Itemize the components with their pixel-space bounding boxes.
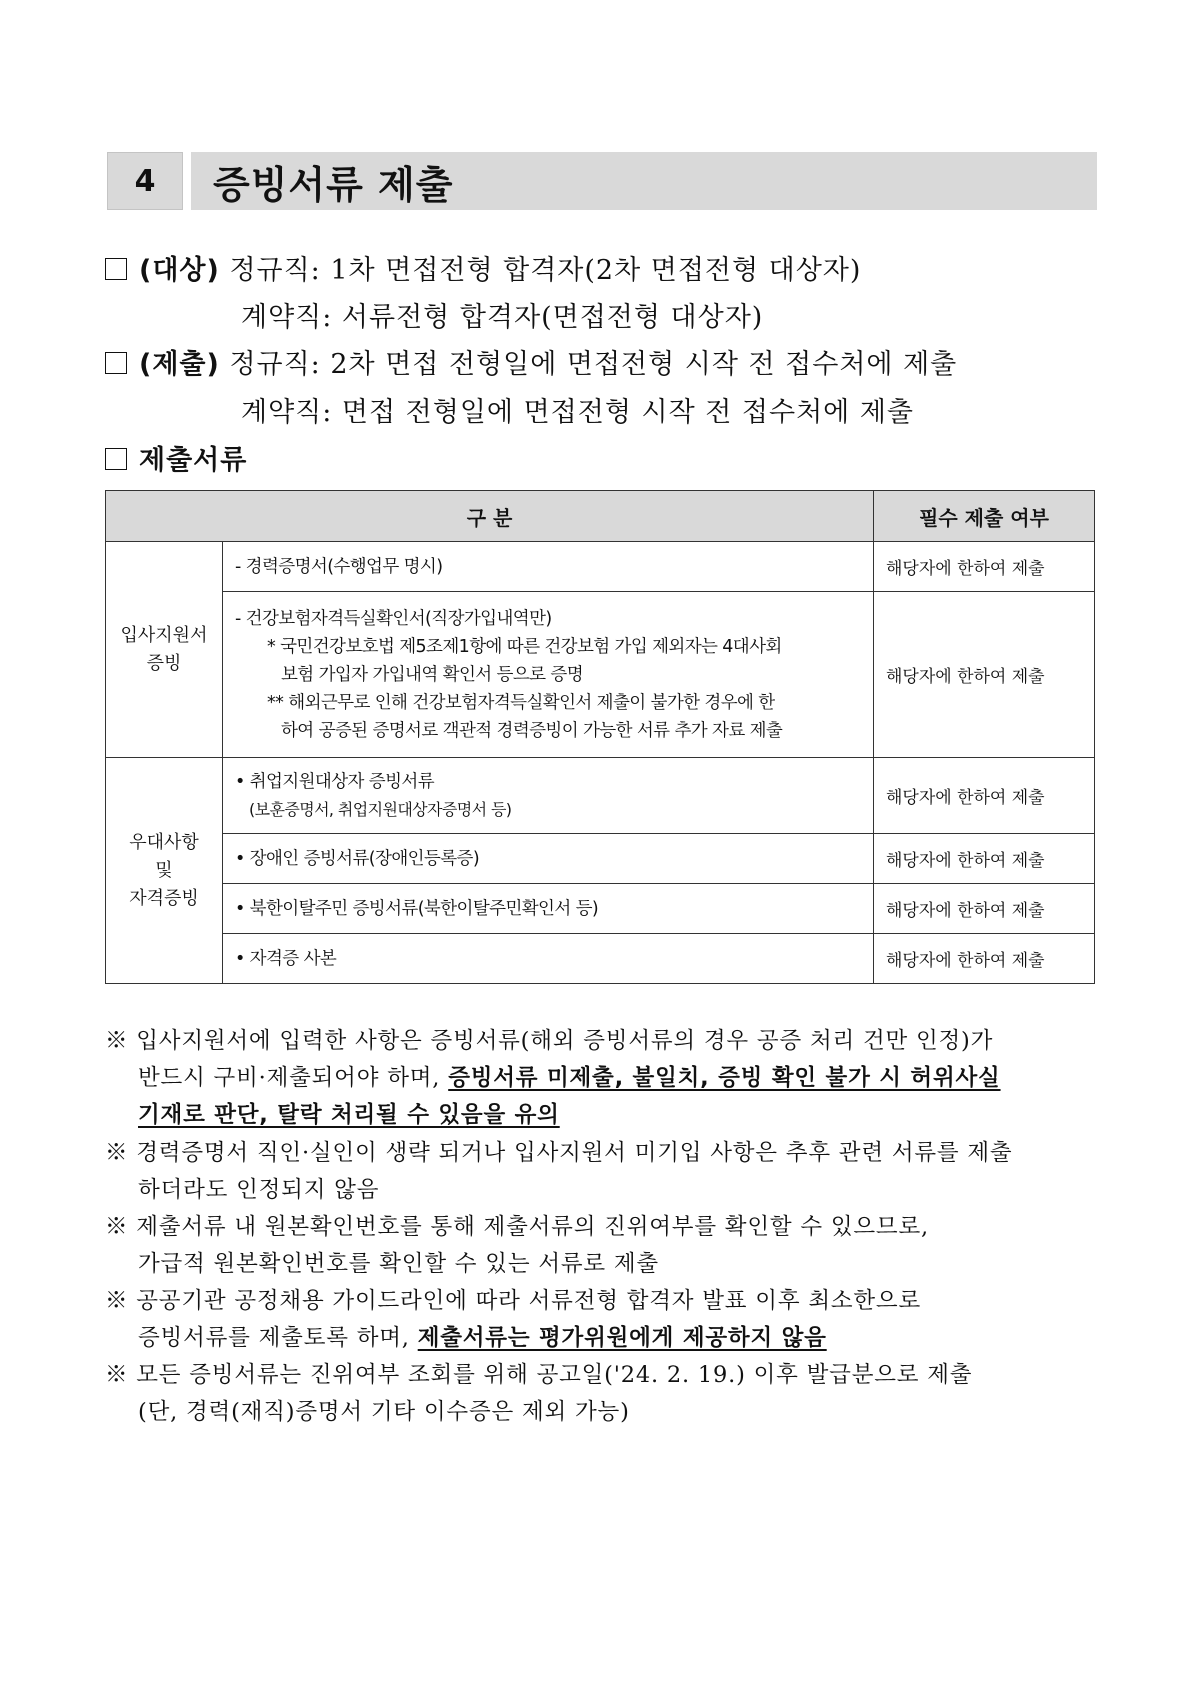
- section-title: 증빙서류 제출: [191, 152, 1097, 210]
- required-cell: 해당자에 한하여 제출: [874, 934, 1095, 984]
- documents-table: [105, 490, 1095, 984]
- submit-label: (제출): [139, 349, 220, 380]
- note-emphasis: 증빙서류 미제출, 불일치, 증빙 확인 불가 시 허위사실: [448, 1065, 1001, 1091]
- note-4-line1: ※ 공공기관 공정채용 가이드라인에 따라 서류전형 합격자 발표 이후 최소한으로: [105, 1288, 921, 1314]
- note-emphasis: 기재로 판단, 탈락 처리될 수 있음을 유의: [138, 1102, 560, 1128]
- target-item: [105, 248, 861, 287]
- target-line1: 정규직: 1차 면접전형 합격자(2차 면접전형 대상자): [229, 255, 862, 286]
- item-cell: [223, 834, 874, 884]
- note-1-line1: ※ 입사지원서에 입력한 사항은 증빙서류(해외 증빙서류의 경우 공증 처리 건만 인정)가: [105, 1028, 994, 1054]
- note-5-line1: ※ 모든 증빙서류는 진위여부 조회를 위해 공고일('24. 2. 19.) 이후 발급분으로 제출: [105, 1362, 973, 1388]
- note-text: 반드시 구비·제출되어야 하며,: [138, 1065, 449, 1091]
- required-cell: 해당자에 한하여 제출: [874, 834, 1095, 884]
- item-text: • 자격증 사본: [235, 948, 337, 969]
- category-text: 우대사항: [129, 831, 199, 853]
- item-cell: [223, 758, 874, 834]
- header-required: 필수 제출 여부: [874, 491, 1095, 542]
- item-text: • 취업지원대상자 증빙서류: [235, 771, 435, 792]
- item-text: - 경력증명서(수행업무 명시): [235, 556, 443, 577]
- category-text: 입사지원서: [120, 624, 208, 646]
- category-text: 증빙: [146, 652, 182, 674]
- item-text: - 건강보험자격득실확인서(직장가입내역만): [235, 608, 552, 629]
- docs-heading-item: [105, 438, 247, 477]
- table-row: [106, 884, 1095, 934]
- checkbox-square-icon: [105, 352, 127, 374]
- submit-item: [105, 342, 957, 381]
- checkbox-square-icon: [105, 258, 127, 280]
- required-cell: 해당자에 한하여 제출: [874, 884, 1095, 934]
- checkbox-square-icon: [105, 448, 127, 470]
- item-cell: [223, 884, 874, 934]
- note-5-line2: (단, 경력(재직)증명서 기타 이수증은 제외 가능): [138, 1399, 630, 1425]
- table-row: [106, 834, 1095, 884]
- note-1-line2: [138, 1060, 1001, 1092]
- item-text: • 북한이탈주민 증빙서류(북한이탈주민확인서 등): [235, 898, 599, 919]
- required-cell: 해당자에 한하여 제출: [874, 758, 1095, 834]
- note-text: 증빙서류를 제출토록 하며,: [138, 1325, 418, 1351]
- category-text: 및: [155, 859, 173, 881]
- required-cell: 해당자에 한하여 제출: [874, 542, 1095, 592]
- item-cell: [223, 934, 874, 984]
- target-label: (대상): [139, 255, 220, 286]
- item-note: ** 해외근무로 인해 건강보험자격득실확인서 제출이 불가한 경우에 한: [267, 692, 775, 713]
- required-cell: 해당자에 한하여 제출: [874, 592, 1095, 758]
- item-note: 하여 공증된 증명서로 객관적 경력증빙이 가능한 서류 추가 자료 제출: [281, 720, 783, 741]
- note-3-line2: 가급적 원본확인번호를 확인할 수 있는 서류로 제출: [138, 1251, 659, 1277]
- submit-line2: 계약직: 면접 전형일에 면접전형 시작 전 접수처에 제출: [241, 397, 914, 428]
- section-number: 4: [107, 152, 183, 210]
- target-line2: 계약직: 서류전형 합격자(면접전형 대상자): [241, 302, 764, 333]
- table-row: [106, 542, 1095, 592]
- item-cell: [223, 592, 874, 758]
- item-cell: [223, 542, 874, 592]
- note-3-line1: ※ 제출서류 내 원본확인번호를 통해 제출서류의 진위여부를 확인할 수 있으므로,: [105, 1214, 929, 1240]
- category-text: 자격증빙: [129, 887, 199, 909]
- table-row: [106, 758, 1095, 834]
- submit-line1: 정규직: 2차 면접 전형일에 면접전형 시작 전 접수처에 제출: [229, 349, 958, 380]
- note-4-line2: [138, 1320, 827, 1352]
- category-cell: [106, 758, 223, 984]
- note-1-line3: [138, 1097, 560, 1129]
- note-emphasis: 제출서류는 평가위원에게 제공하지 않음: [417, 1325, 827, 1351]
- item-subtext: (보훈증명서, 취업지원대상자증명서 등): [249, 799, 512, 819]
- header-category: 구 분: [106, 491, 874, 542]
- docs-heading: 제출서류: [139, 445, 248, 476]
- item-note: 보험 가입자 가입내역 확인서 등으로 증명: [281, 664, 583, 685]
- table-row: [106, 934, 1095, 984]
- note-2-line1: ※ 경력증명서 직인·실인이 생략 되거나 입사지원서 미기입 사항은 추후 관련 서류를 제출: [105, 1140, 1013, 1166]
- category-cell: [106, 542, 223, 758]
- item-text: • 장애인 증빙서류(장애인등록증): [235, 848, 480, 869]
- table-row: [106, 592, 1095, 758]
- item-note: * 국민건강보호법 제5조제1항에 따른 건강보험 가입 제외자는 4대사회: [267, 636, 782, 657]
- table-header-row: [106, 491, 1095, 542]
- note-2-line2: 하더라도 인정되지 않음: [138, 1177, 380, 1203]
